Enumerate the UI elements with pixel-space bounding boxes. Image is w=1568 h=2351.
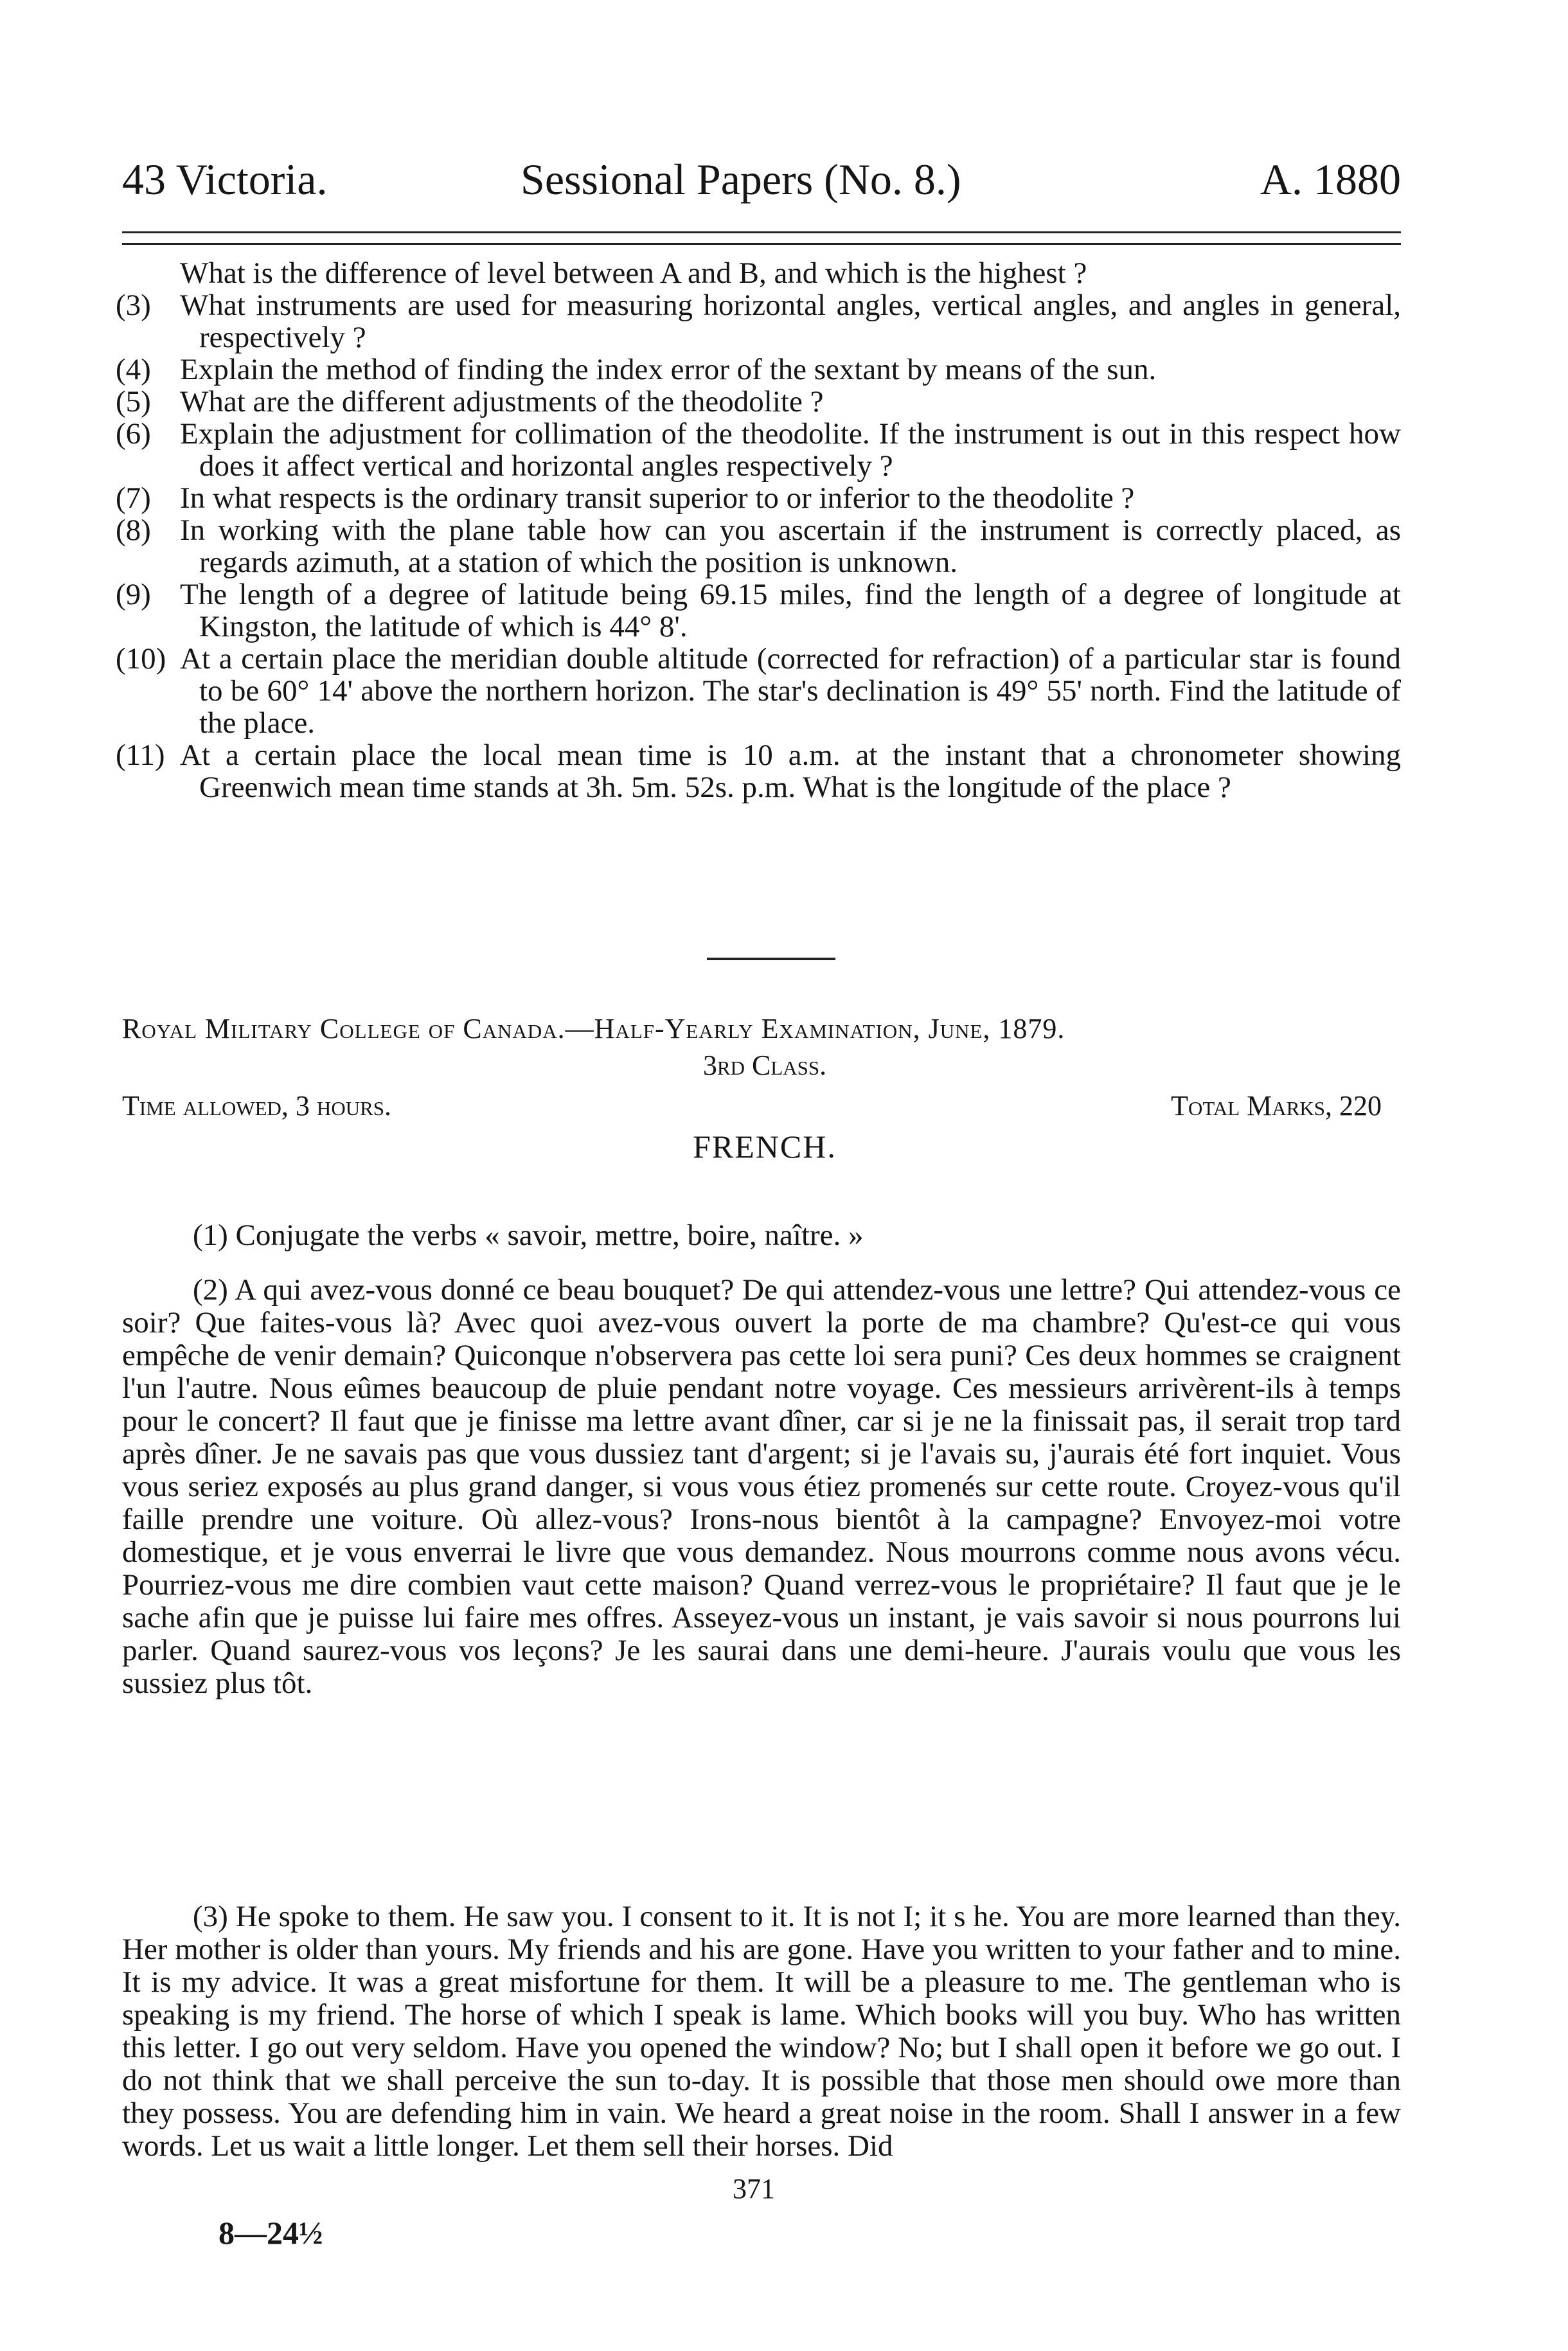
signature-mark: 8—24½ bbox=[218, 2215, 323, 2251]
question-number: (7) bbox=[116, 481, 151, 515]
question-text: Explain the adjustment for collimation of the theodolite. If the instrument is out in this respect how does it affect vertical and horizontal angles respectively ? bbox=[180, 417, 1401, 483]
question-item bbox=[96, 643, 1401, 739]
question-item bbox=[96, 482, 1401, 514]
question-number: (4) bbox=[116, 353, 151, 386]
exam-title: Royal Military College of Canada.—Half-Yearly Examination, June, 1879. bbox=[122, 1013, 1065, 1044]
header-rule-bottom bbox=[122, 243, 1401, 245]
paragraph-question-2: (2) A qui avez-vous donné ce beau bouquet? De qui attendez-vous une lettre? Qui attendez-vous ce soir? Que faites-vous là? Avec quoi avez-vous ouvert la porte de ma chambre? Qu'est-ce qui vous empêche de venir demain? Quiconque n'observera pas cette loi sera puni? Ces deux hommes se craignent l'un l'autre. Nous eûmes beaucoup de pluie pendant notre voyage. Ces messieurs arrivèrent-ils à temps pour le concert? Il faut que je finisse ma lettre avant dîner, car si je ne la finissait pas, il serait trop tard après dîner. Je ne savais pas que vous dussiez tant d'argent; si je l'avais su, j'aurais été fort inquiet. Vous vous seriez exposés au plus grand danger, si vous vous étiez promenés sur cette route. Croyez-vous qu'il faille prendre une voiture. Où allez-vous? Irons-nous bientôt à la campagne? Envoyez-moi votre domestique, et je vous enverrai le livre que vous demandez. Nous mourrons comme nous avons vécu. Pourriez-vous me dire combien vaut cette maison? Quand verrez-vous le propriétaire? Il faut que je le sache afin que je puisse lui faire mes offres. Asseyez-vous un instant, je vais savoir si nous pourrons lui parler. Quand saurez-vous vos leçons? Je les saurai dans une demi-heure. J'aurais voulu que vous les sussiez plus tôt. bbox=[122, 1273, 1401, 1700]
question-list bbox=[96, 257, 1401, 803]
question-number: (9) bbox=[116, 578, 151, 611]
question-item bbox=[96, 514, 1401, 578]
question-text: At a certain place the local mean time is 10 a.m. at the instant that a chronometer showing Greenwich mean time stands at 3h. 5m. 52s. p.m. What is the longitude of the place ? bbox=[180, 738, 1401, 804]
question-text: At a certain place the meridian double altitude (corrected for refraction) of a particular star is found to be 60° 14' above the northern horizon. The star's declination is 49° 55' north. Find the latitude of the place. bbox=[180, 642, 1401, 740]
question-text: In working with the plane table how can you ascertain if the instrument is correctly placed, as regards azimuth, at a station of which the position is unknown. bbox=[180, 514, 1401, 579]
question-number: (5) bbox=[116, 385, 151, 418]
question-item bbox=[96, 739, 1401, 803]
time-allowed: Time allowed, 3 hours. bbox=[122, 1090, 392, 1122]
header-year: A. 1880 bbox=[1260, 155, 1401, 204]
question-number: (11) bbox=[116, 738, 165, 772]
paragraph-question-1: (1) Conjugate the verbs « savoir, mettre, boire, naître. » bbox=[193, 1219, 864, 1252]
question-number: (6) bbox=[116, 417, 151, 451]
question-item bbox=[96, 289, 1401, 353]
page-number: 371 bbox=[733, 2173, 775, 2204]
question-item bbox=[96, 578, 1401, 643]
exam-subject: FRENCH. bbox=[693, 1129, 837, 1165]
section-divider bbox=[707, 958, 835, 960]
question-item bbox=[96, 418, 1401, 482]
header-session: 43 Victoria. bbox=[122, 155, 328, 204]
exam-class: 3rd Class. bbox=[702, 1050, 827, 1081]
paragraph-question-3: (3) He spoke to them. He saw you. I consent to it. It is not I; it s he. You are more learned than they. Her mother is older than yours. My friends and his are gone. Have you written to your father and to mine. It is my advice. It was a great misfortune for them. It will be a pleasure to me. The gentleman who is speaking is my friend. The horse of which I speak is lame. Which books will you buy. Who has written this letter. I go out very seldom. Have you opened the window? No; but I shall open it before we go out. I do not think that we shall perceive the sun to-day. It is possible that those men should owe more than they possess. You are defending him in vain. We heard a great noise in the room. Shall I answer in a few words. Let us wait a little longer. Let them sell their horses. Did bbox=[122, 1900, 1401, 2163]
question-number: (3) bbox=[116, 289, 151, 322]
question-number: (8) bbox=[116, 514, 151, 547]
question-item bbox=[96, 353, 1401, 386]
question-text: What are the different adjustments of the theodolite ? bbox=[180, 385, 824, 418]
question-text: In what respects is the ordinary transit superior to or inferior to the theodolite ? bbox=[180, 481, 1135, 515]
page-header bbox=[122, 154, 1401, 212]
exam-heading bbox=[122, 1012, 1407, 1165]
question-text: What instruments are used for measuring horizontal angles, vertical angles, and angles in general, respectively ? bbox=[180, 289, 1401, 354]
question-number: (10) bbox=[116, 642, 166, 675]
question-text: The length of a degree of latitude being 69.15 miles, find the length of a degree of longitude at Kingston, the latitude of which is 44° 8'. bbox=[180, 578, 1401, 643]
question-item bbox=[96, 386, 1401, 418]
header-rule-top bbox=[122, 231, 1401, 233]
question-number bbox=[96, 257, 180, 289]
question-text: What is the difference of level between A and B, and which is the highest ? bbox=[180, 256, 1087, 290]
total-marks: Total Marks, 220 bbox=[1171, 1090, 1382, 1122]
header-papers: Sessional Papers (No. 8.) bbox=[521, 155, 961, 204]
question-text: Explain the method of finding the index error of the sextant by means of the sun. bbox=[180, 353, 1157, 386]
question-item bbox=[96, 257, 1401, 289]
exam-meta-row bbox=[122, 1089, 1407, 1128]
